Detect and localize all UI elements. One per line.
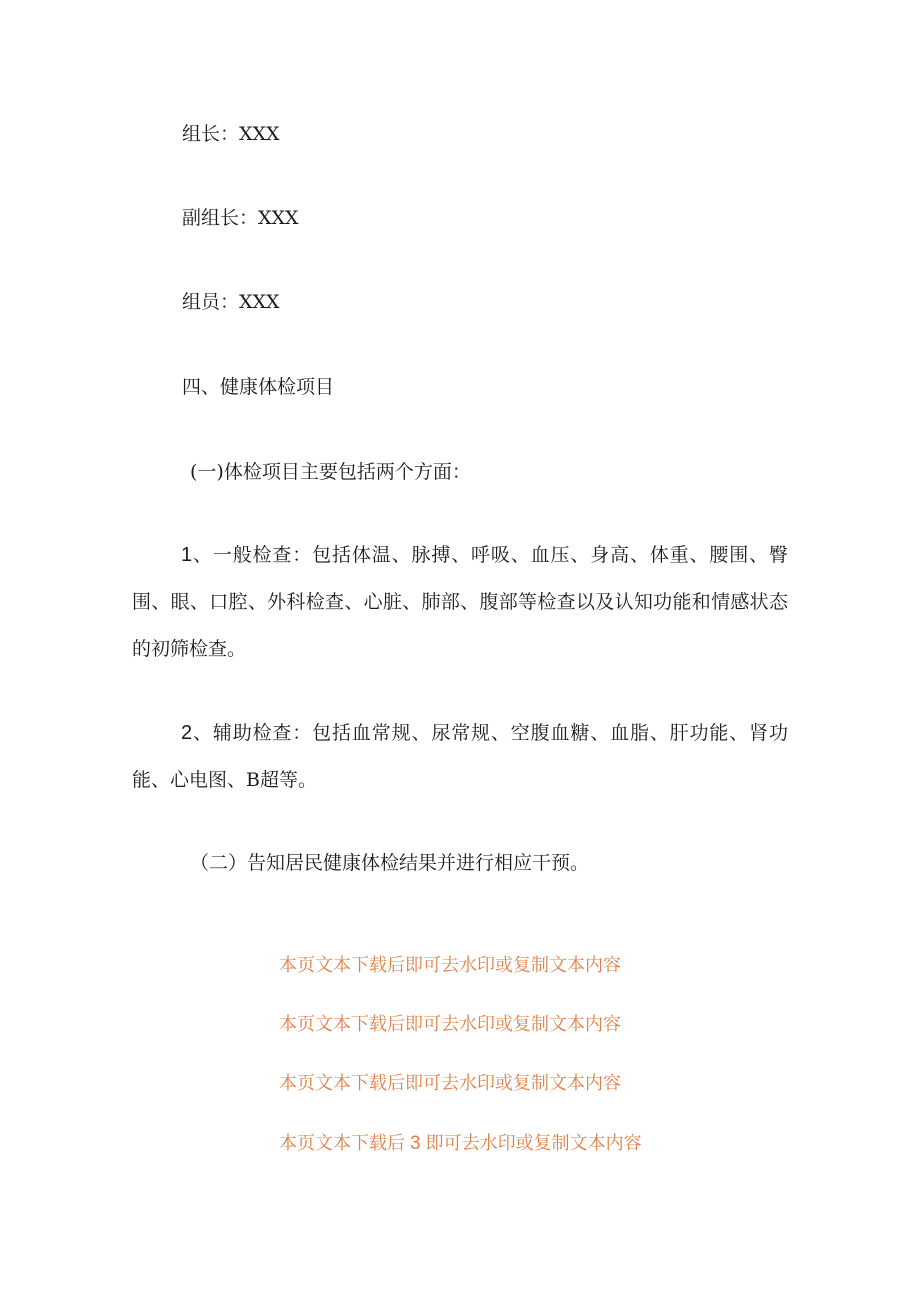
team-members: 组员：XXX xyxy=(182,291,280,313)
item-text: 、辅助检查：包括血常规、尿常规、空腹血糖、血脂、肝功能、肾功能、心电图、B超等。 xyxy=(132,722,788,791)
watermark-text: 本页文本下载后 xyxy=(279,1133,405,1154)
item-auxiliary-exam xyxy=(132,710,788,804)
watermark-line: 本页文本下载后即可去水印或复制文本内容 xyxy=(279,955,621,976)
section-heading: 四、健康体检项目 xyxy=(182,376,335,398)
item-number: 2 xyxy=(181,722,193,744)
subsection-heading-one: (一)体检项目主要包括两个方面： xyxy=(190,461,471,483)
page-number: 3 xyxy=(410,1133,421,1154)
item-text: 、一般检查：包括体温、脉搏、呼吸、血压、身高、体重、腰围、臀围、眼、口腔、外科检查、心脏、肺部、腹部等检查以及认知功能和情感状态的初筛检查。 xyxy=(132,544,788,660)
item-number: 1 xyxy=(181,544,193,566)
team-deputy-leader: 副组长：XXX xyxy=(182,207,299,229)
team-leader: 组长：XXX xyxy=(182,123,280,145)
watermark-text: 即可去水印或复制文本内容 xyxy=(425,1133,642,1154)
subsection-heading-two: （二）告知居民健康体检结果并进行相应干预。 xyxy=(190,852,590,874)
watermark-line xyxy=(279,1133,642,1155)
item-general-exam xyxy=(132,532,788,673)
watermark-line: 本页文本下载后即可去水印或复制文本内容 xyxy=(279,1014,621,1035)
watermark-line: 本页文本下载后即可去水印或复制文本内容 xyxy=(279,1073,621,1094)
